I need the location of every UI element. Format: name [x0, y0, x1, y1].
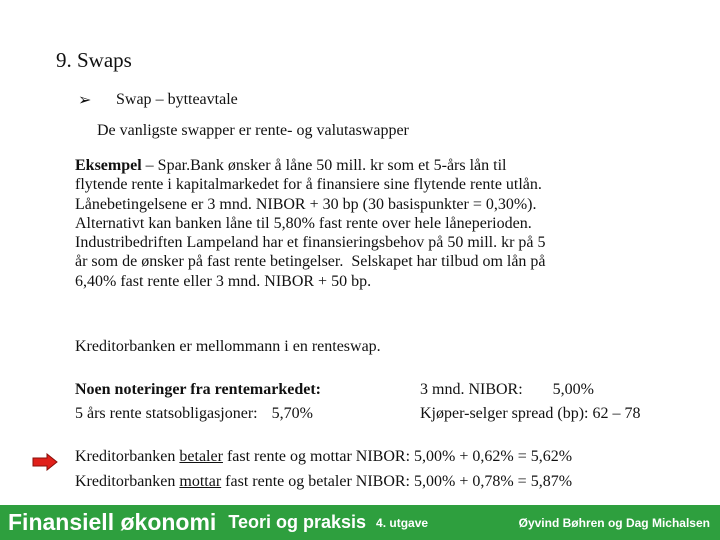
footer-authors: Øyvind Bøhren og Dag Michalsen — [518, 515, 710, 530]
example-line-7: 6,40% fast rente eller 3 mnd. NIBOR + 50 bp. — [75, 272, 372, 290]
bullet-label: Swap — [116, 90, 152, 108]
flow-lines — [75, 444, 572, 494]
example-line-3: Lånebetingelsene er 3 mnd. NIBOR + 30 bp (30 basispunkter = 0,30%). — [75, 195, 537, 213]
flow-pre: Kreditorbanken — [75, 448, 180, 465]
intermediary-text: Kreditorbanken er mellommann i en renteswap. — [75, 338, 381, 355]
state-bond-label: 5 års rente statsobligasjoner: — [75, 405, 258, 422]
example-line-5: Industribedriften Lampeland har et finansieringsbehov på 50 mill. kr på 5 — [75, 234, 546, 252]
flow-verb-receive: mottar — [179, 473, 222, 490]
quotes-right — [420, 378, 641, 426]
flow-post: fast rente og mottar NIBOR: 5,00% + 0,62% = 5,62% — [222, 448, 573, 465]
example-line-2: flytende rente i kapitalmarkedet for å finansiere sine flytende rente utlån. — [75, 176, 542, 194]
subline: De vanligste swapper er rente- og valutaswapper — [97, 122, 409, 139]
example-line-text: – Spar.Bank ønsker å låne 50 mill. kr som et 5-års lån til — [141, 157, 507, 174]
example-line-4: Alternativt kan banken låne til 5,80% fast rente over hele låneperioden. — [75, 214, 532, 232]
spread-row: Kjøper-selger spread (bp): 62 – 78 — [420, 405, 641, 422]
flow-line-pay — [75, 444, 572, 469]
nibor-value: 5,00% — [552, 381, 594, 398]
flow-pre: Kreditorbanken — [75, 473, 180, 490]
flow-line-receive — [75, 469, 572, 494]
bullet-swap — [78, 90, 238, 109]
red-right-arrow-icon — [32, 453, 58, 471]
example-paragraph — [75, 156, 695, 291]
example-lead: Eksempel — [75, 157, 142, 174]
quotes-heading: Noen noteringer fra rentemarkedet: — [75, 381, 321, 398]
footer-subtitle: Teori og praksis — [228, 512, 367, 532]
example-line-1 — [75, 156, 695, 175]
quotes-left — [75, 378, 321, 426]
state-bond-value: 5,70% — [271, 405, 313, 422]
example-line-6: år som de ønsker på fast rente betingelser. Selskapet har tilbud om lån på — [75, 253, 546, 271]
footer-banner — [0, 505, 720, 540]
footer-brand: Finansiell økonomi — [8, 509, 217, 535]
footer-edition: 4. utgave — [376, 515, 429, 530]
nibor-label: 3 mnd. NIBOR: — [420, 381, 523, 398]
bullet-rest: – bytteavtale — [151, 90, 238, 108]
nibor-row — [420, 378, 641, 402]
state-bond-row — [75, 402, 321, 426]
flow-post: fast rente og betaler NIBOR: 5,00% + 0,78% = 5,87% — [221, 473, 573, 490]
flow-verb-pay: betaler — [179, 448, 223, 465]
slide-title: 9. Swaps — [56, 48, 132, 72]
arrowhead-bullet-icon: ➢ — [78, 90, 92, 109]
